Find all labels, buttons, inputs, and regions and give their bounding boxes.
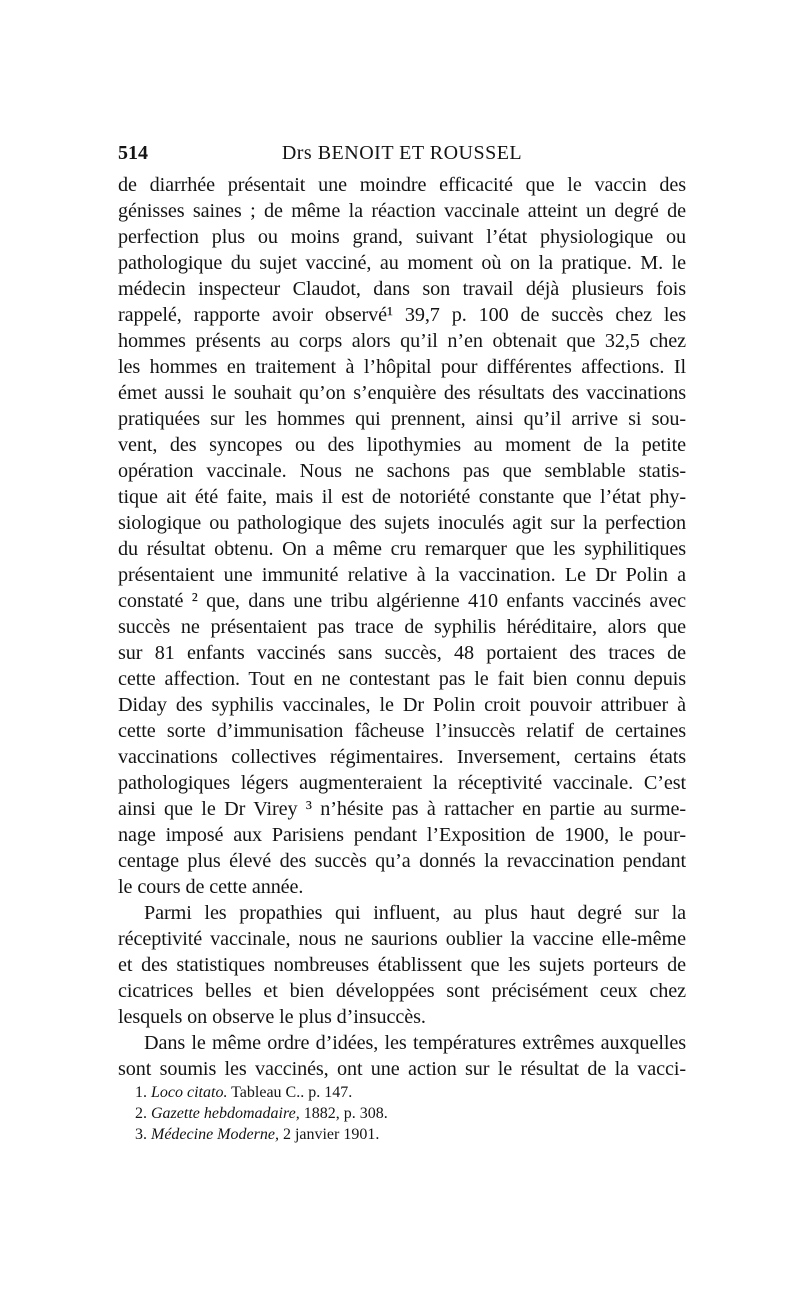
text-line: réceptivité vaccinale, nous ne saurions oublier la vaccine elle-même	[118, 928, 686, 950]
text-line: Dans le même ordre d’idées, les températures extrêmes auxquelles	[144, 1032, 686, 1054]
footnote	[135, 1103, 635, 1124]
text-line: cette sorte d’immunisation fâcheuse l’insuccès relatif de certaines	[118, 720, 686, 742]
text-line: constaté ² que, dans une tribu algérienne 410 enfants vaccinés avec	[118, 590, 686, 612]
text-line: Diday des syphilis vaccinales, le Dr Polin croit pouvoir attribuer à	[118, 694, 686, 716]
text-line: hommes présents au corps alors qu’il n’en obtenait que 32,5 chez	[118, 330, 686, 352]
text-line: médecin inspecteur Claudot, dans son travail déjà plusieurs fois	[118, 278, 686, 300]
text-line: et des statistiques nombreuses établissent que les sujets porteurs de	[118, 954, 686, 976]
text-line: pathologique du sujet vacciné, au moment où on la pratique. M. le	[118, 252, 686, 274]
text-line: succès ne présentaient pas trace de syphilis héréditaire, alors que	[118, 616, 686, 638]
text-line: pathologiques légers augmenteraient la réceptivité vaccinale. C’est	[118, 772, 686, 794]
footnote-number: 1.	[135, 1084, 151, 1101]
text-line: vaccinations collectives régimentaires. Inversement, certains états	[118, 746, 686, 768]
paragraph-3	[118, 1030, 686, 1082]
running-head: Drs BENOIT ET ROUSSEL	[281, 142, 523, 164]
text-line: ainsi que le Dr Virey ³ n’hésite pas à rattacher en partie au surme-	[118, 798, 686, 820]
text-line: émet aussi le souhait qu’on s’enquière des résultats des vaccinations	[118, 382, 686, 404]
text-line: génisses saines ; de même la réaction vaccinale atteint un degré de	[118, 200, 686, 222]
footnote	[135, 1082, 635, 1103]
text-line: lesquels on observe le plus d’insuccès.	[118, 1006, 426, 1028]
text-line: de diarrhée présentait une moindre efficacité que le vaccin des	[118, 174, 686, 196]
text-line: tique ait été faite, mais il est de notoriété constante que l’état phy-	[118, 486, 686, 508]
text-line: rappelé, rapporte avoir observé¹ 39,7 p. 100 de succès chez les	[118, 304, 686, 326]
text-line: opération vaccinale. Nous ne sachons pas que semblable statis-	[118, 460, 686, 482]
paragraph-1	[118, 172, 686, 900]
text-line: cicatrices belles et bien développées sont précisément ceux chez	[118, 980, 686, 1002]
text-line: sont soumis les vaccinés, ont une action sur le résultat de la vacci-	[118, 1058, 686, 1080]
text-line: sur 81 enfants vaccinés sans succès, 48 portaient des traces de	[118, 642, 686, 664]
footnote	[135, 1124, 635, 1145]
text-line: pratiquées sur les hommes qui prennent, ainsi qu’il arrive si sou-	[118, 408, 686, 430]
text-line: cette affection. Tout en ne contestant pas le fait bien connu depuis	[118, 668, 686, 690]
footnote-source: Médecine Moderne,	[151, 1126, 279, 1143]
text-line: siologique ou pathologique des sujets inoculés agit sur la perfection	[118, 512, 686, 534]
text-line: centage plus élevé des succès qu’a donnés la revaccination pendant	[118, 850, 686, 872]
text-line: du résultat obtenu. On a même cru remarquer que les syphilitiques	[118, 538, 686, 560]
paragraph-2	[118, 900, 686, 1030]
footnotes	[135, 1082, 635, 1145]
footnote-number: 3.	[135, 1126, 151, 1143]
footnote-source: Gazette hebdomadaire,	[151, 1105, 300, 1122]
footnote-reference: 1882, p. 308.	[299, 1105, 388, 1122]
text-line: nage imposé aux Parisiens pendant l’Exposition de 1900, le pour-	[118, 824, 686, 846]
page-header	[118, 142, 686, 170]
footnote-source: Loco citato.	[151, 1084, 228, 1101]
footnote-number: 2.	[135, 1105, 151, 1122]
body-text	[118, 172, 686, 1082]
text-line: les hommes en traitement à l’hôpital pour différentes affections. Il	[118, 356, 686, 378]
text-line: le cours de cette année.	[118, 876, 304, 898]
footnote-reference: Tableau C.. p. 147.	[227, 1084, 353, 1101]
text-line: perfection plus ou moins grand, suivant l’état physiologique ou	[118, 226, 686, 248]
text-line: vent, des syncopes ou des lipothymies au moment de la petite	[118, 434, 686, 456]
text-line: présentaient une immunité relative à la vaccination. Le Dr Polin a	[118, 564, 686, 586]
page-number: 514	[118, 142, 148, 164]
footnote-reference: 2 janvier 1901.	[278, 1126, 380, 1143]
text-line: Parmi les propathies qui influent, au plus haut degré sur la	[144, 902, 686, 924]
